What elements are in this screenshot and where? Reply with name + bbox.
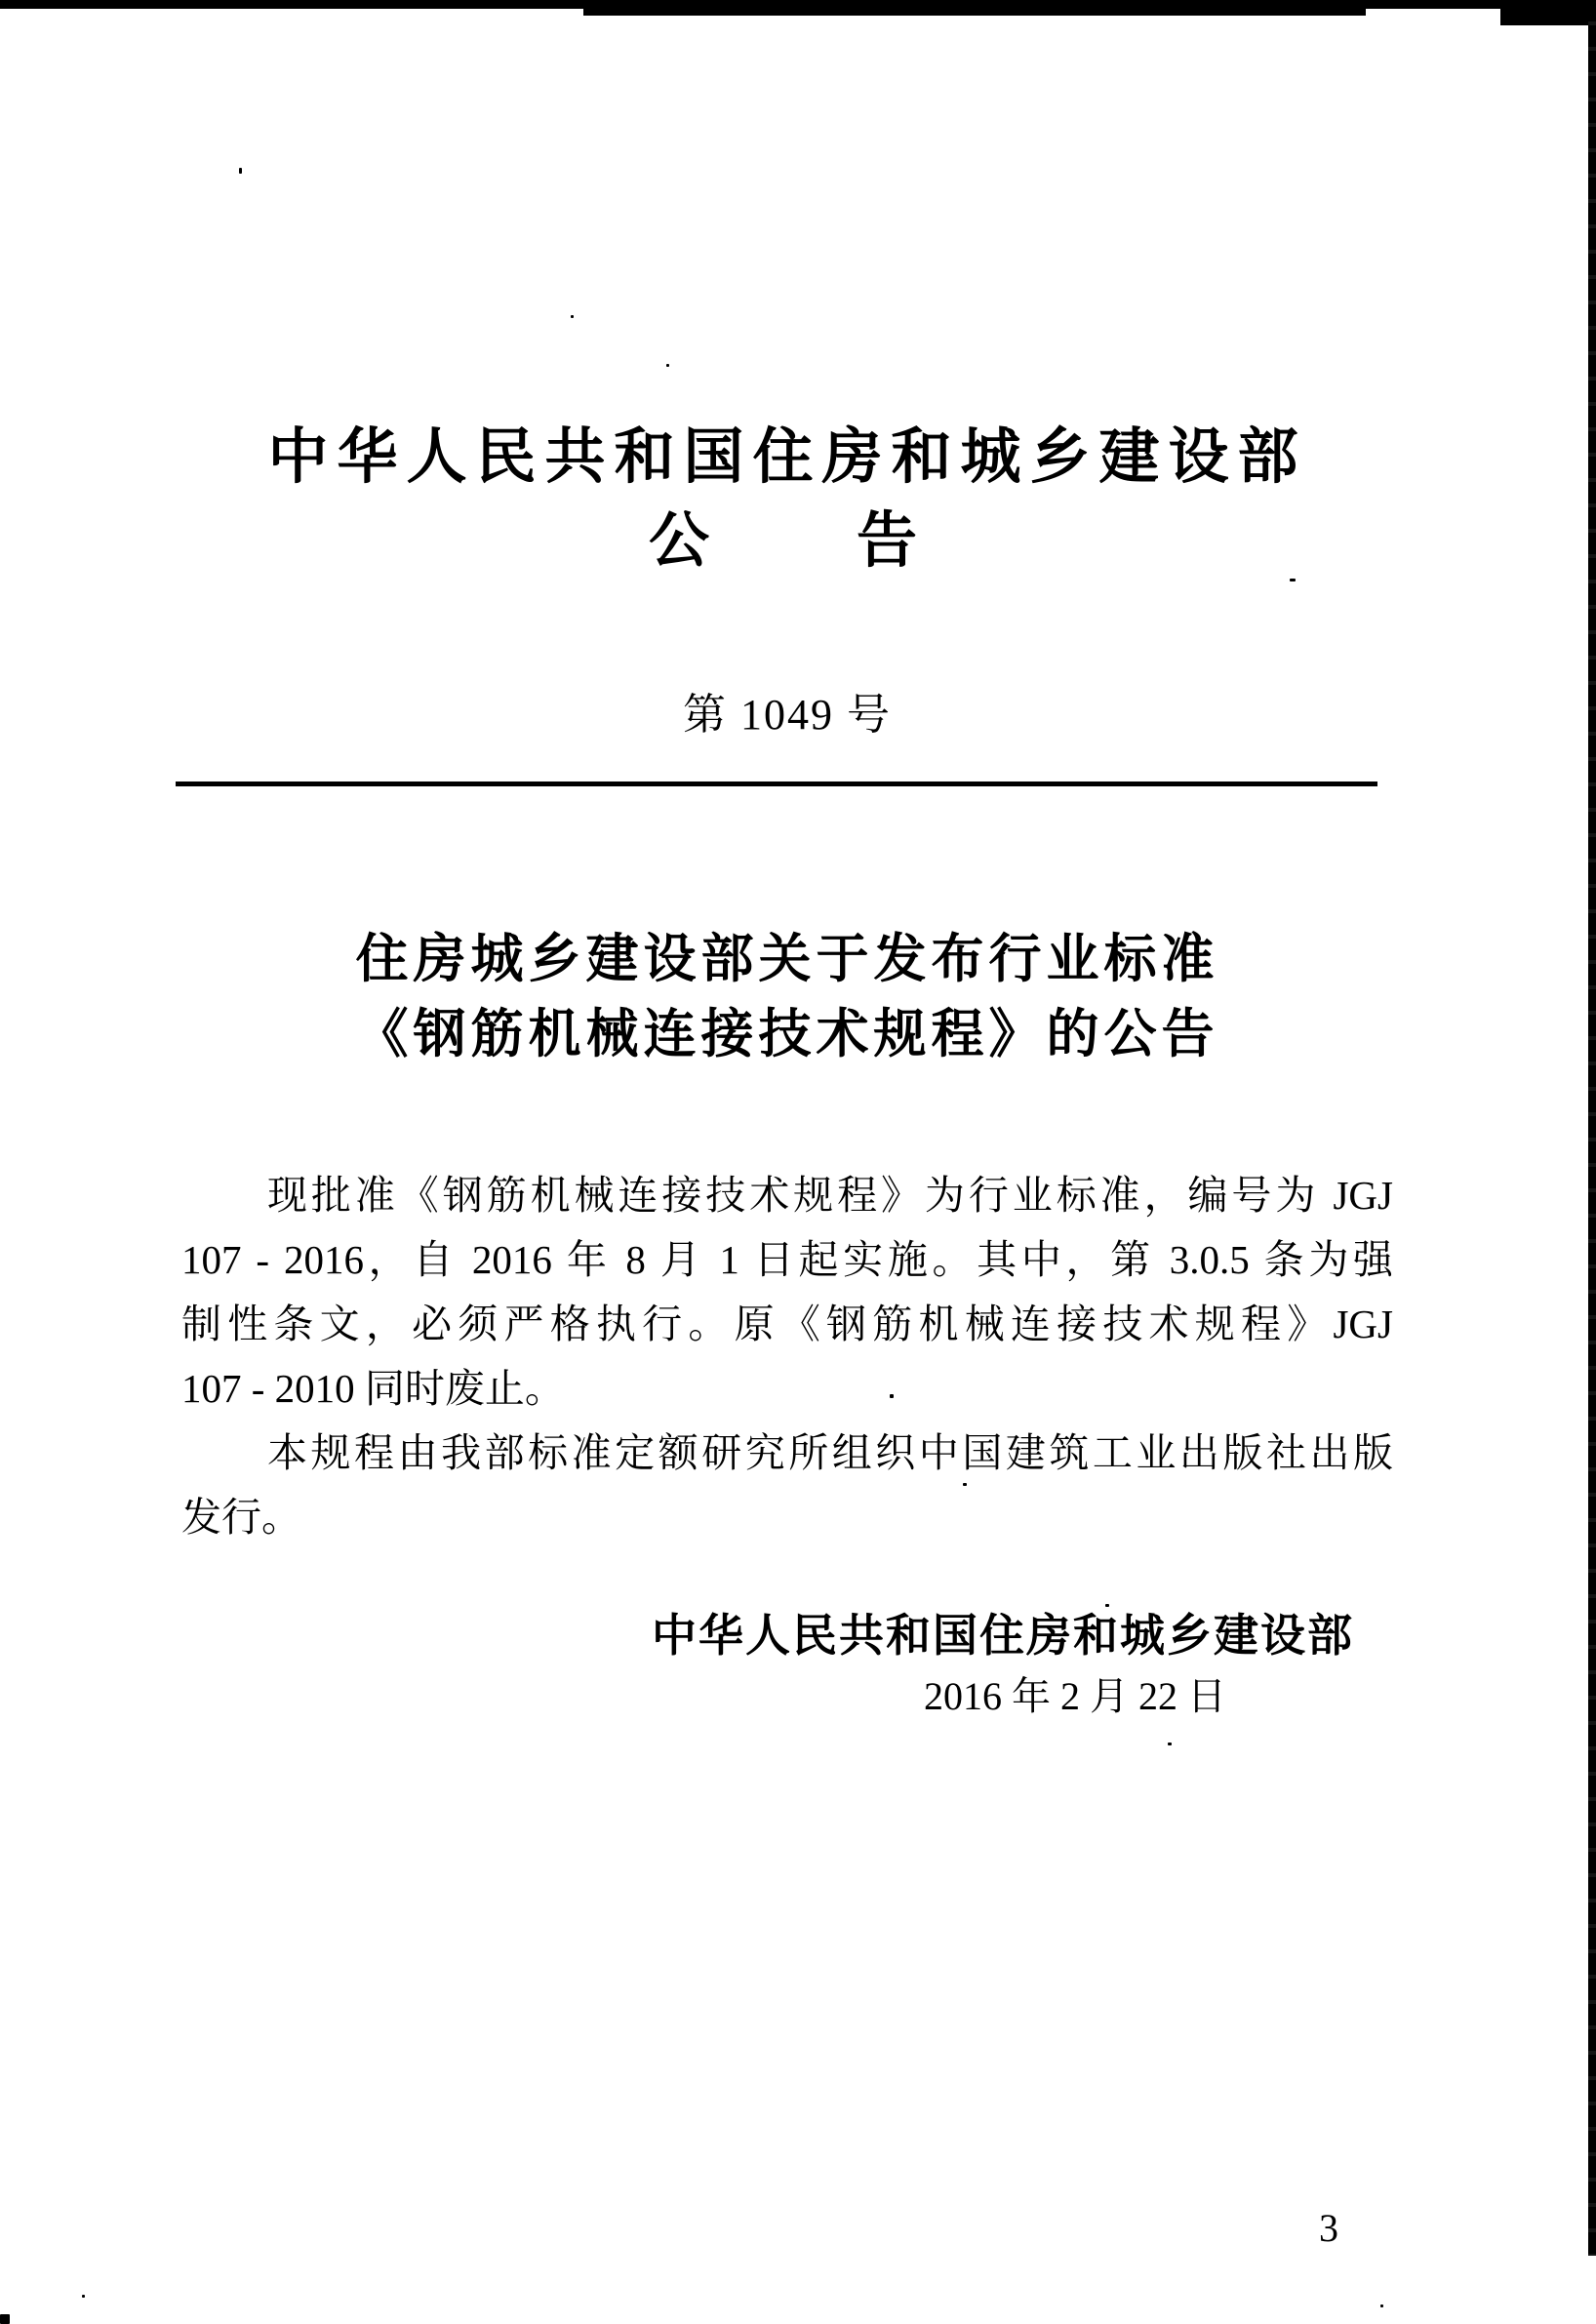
scan-speck — [666, 364, 669, 367]
scan-top-edge-artifact — [583, 0, 1366, 16]
scan-speck — [1380, 2304, 1383, 2307]
scan-top-right-corner-artifact — [1500, 0, 1596, 25]
masthead-divider-rule — [176, 781, 1377, 786]
body-paragraph-1-line: 制性条文，必须严格执行。原《钢筋机械连接技术规程》JGJ — [181, 1302, 1393, 1346]
body-paragraph-1-line: 107 - 2016，自 2016 年 8 月 1 日起实施。其中，第 3.0.5 条为强 — [181, 1237, 1393, 1282]
scan-speck — [1105, 1604, 1109, 1607]
page-number: 3 — [1319, 2206, 1338, 2250]
announcement-body — [181, 1163, 1393, 1549]
scan-speck — [1290, 579, 1296, 581]
signature-date: 2016 年 2 月 22 日 — [924, 1674, 1226, 1718]
body-paragraph-2-line: 本规程由我部标准定额研究所组织中国建筑工业出版社出版 — [267, 1430, 1393, 1475]
issuer-title: 中华人民共和国住房和城乡建设部 — [267, 424, 1307, 491]
scan-speck — [239, 168, 242, 174]
body-paragraph-2-line: 发行。 — [181, 1495, 301, 1540]
scan-speck — [571, 315, 574, 318]
scan-right-edge-artifact — [1588, 0, 1596, 2256]
announcement-subtitle-line-2: 《钢筋机械连接技术规程》的公告 — [355, 1005, 1219, 1063]
announcement-subtitle-line-1: 住房城乡建设部关于发布行业标准 — [355, 930, 1219, 988]
body-paragraph-1-line: 现批准《钢筋机械连接技术规程》为行业标准，编号为 JGJ — [267, 1173, 1393, 1218]
body-paragraph-1-line: 107 - 2010 同时废止。 — [181, 1366, 565, 1411]
scan-speck — [0, 2314, 10, 2324]
doc-type-title: 公 告 — [648, 508, 926, 575]
signature-issuer: 中华人民共和国住房和城乡建设部 — [652, 1611, 1354, 1661]
scan-speck — [1168, 1743, 1172, 1745]
scan-speck — [82, 2295, 85, 2298]
doc-number: 第 1049 号 — [683, 691, 892, 739]
